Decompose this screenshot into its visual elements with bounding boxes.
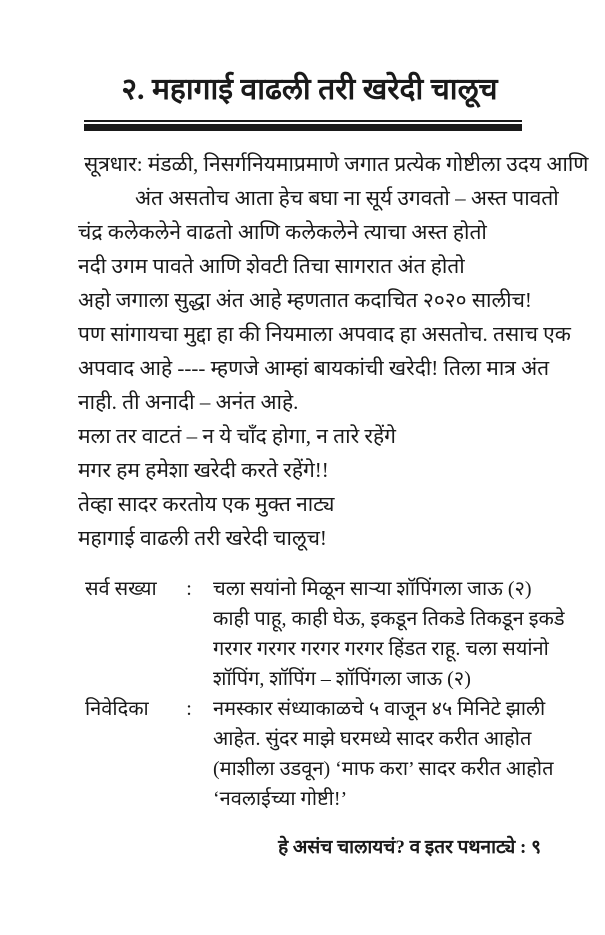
speaker-separator: : xyxy=(186,578,192,600)
verse-line: अहो जगाला सुद्धा अंत आहे म्हणतात कदाचित २०२० सालीच! xyxy=(78,288,532,312)
dialogue-line: चला सयांनो मिळून साऱ्या शॉपिंगला जाऊ (२) xyxy=(213,578,532,600)
verse-line: मगर हम हमेशा खरेदी करते रहेंगे!! xyxy=(78,458,329,482)
dialogue-line: शॉपिंग, शॉपिंग – शॉपिंगला जाऊ (२) xyxy=(213,668,471,690)
dialogue-line: काही पाहू, काही घेऊ, इकडून तिकडे तिकडून इकडे xyxy=(213,608,565,630)
paragraph-line: नाही. ती अनादी – अनंत आहे. xyxy=(78,390,299,414)
speaker-separator: : xyxy=(186,698,192,720)
opening-section xyxy=(78,147,589,555)
dialogue-entry xyxy=(78,694,554,814)
verse-line: मला तर वाटतं – न ये चाँद होगा, न तारे रहेंगे xyxy=(78,424,396,448)
speaker-label: सर्व सख्या xyxy=(85,578,157,600)
chapter-title: २. महागाई वाढली तरी खरेदी चालूच xyxy=(121,73,498,106)
opening-text: मंडळी, निसर्गनियमाप्रमाणे जगात प्रत्येक गोष्टीला उदय आणि xyxy=(147,152,589,176)
page-content xyxy=(78,0,589,814)
page-footer: हे असंच चालायचं? व इतर पथनाट्ये : ९ xyxy=(278,837,541,858)
dialogue-line: (माशीला उडवून) ‘माफ करा’ सादर करीत आहोत xyxy=(213,758,554,780)
dialogue-entry xyxy=(78,574,565,694)
opening-wrap-line: अंत असतोच आता हेच बघा ना सूर्य उगवतो – अस्त पावतो xyxy=(135,186,559,210)
dialogue-line: नमस्कार संध्याकाळचे ५ वाजून ४५ मिनिटे झाली xyxy=(213,698,546,720)
verse-line: नदी उगम पावते आणि शेवटी तिचा सागरात अंत होतो xyxy=(78,254,465,278)
title-rule xyxy=(84,120,522,131)
speaker-label: निवेदिका xyxy=(85,698,149,720)
title-rule-thin xyxy=(84,120,522,122)
verse-line: महागाई वाढली तरी खरेदी चालूच! xyxy=(78,526,327,550)
verse-line: तेव्हा सादर करतोय एक मुक्त नाट्य xyxy=(78,492,335,516)
opening-first-line xyxy=(78,147,589,181)
title-rule-thick xyxy=(84,124,522,131)
dialogue-line: आहेत. सुंदर माझे घरमध्ये सादर करीत आहोत xyxy=(213,728,532,750)
dialogue-lines xyxy=(213,694,554,814)
dialogue-lines xyxy=(213,574,565,694)
dialogue-section xyxy=(78,574,565,814)
dialogue-line: ‘नवलाईच्या गोष्टी!’ xyxy=(213,788,348,810)
paragraph-line: अपवाद आहे ---- म्हणजे आम्हां बायकांची खरेदी! तिला मात्र अंत xyxy=(78,356,550,380)
narrator-label: सूत्रधार: xyxy=(84,152,143,176)
paragraph-line: पण सांगायचा मुद्दा हा की नियमाला अपवाद हा असतोच. तसाच एक xyxy=(78,322,571,346)
dialogue-line: गरगर गरगर गरगर गरगर हिंडत राहू. चला सयांनो xyxy=(213,638,549,660)
verse-line: चंद्र कलेकलेने वाढतो आणि कलेकलेने त्याचा अस्त होतो xyxy=(78,220,487,244)
